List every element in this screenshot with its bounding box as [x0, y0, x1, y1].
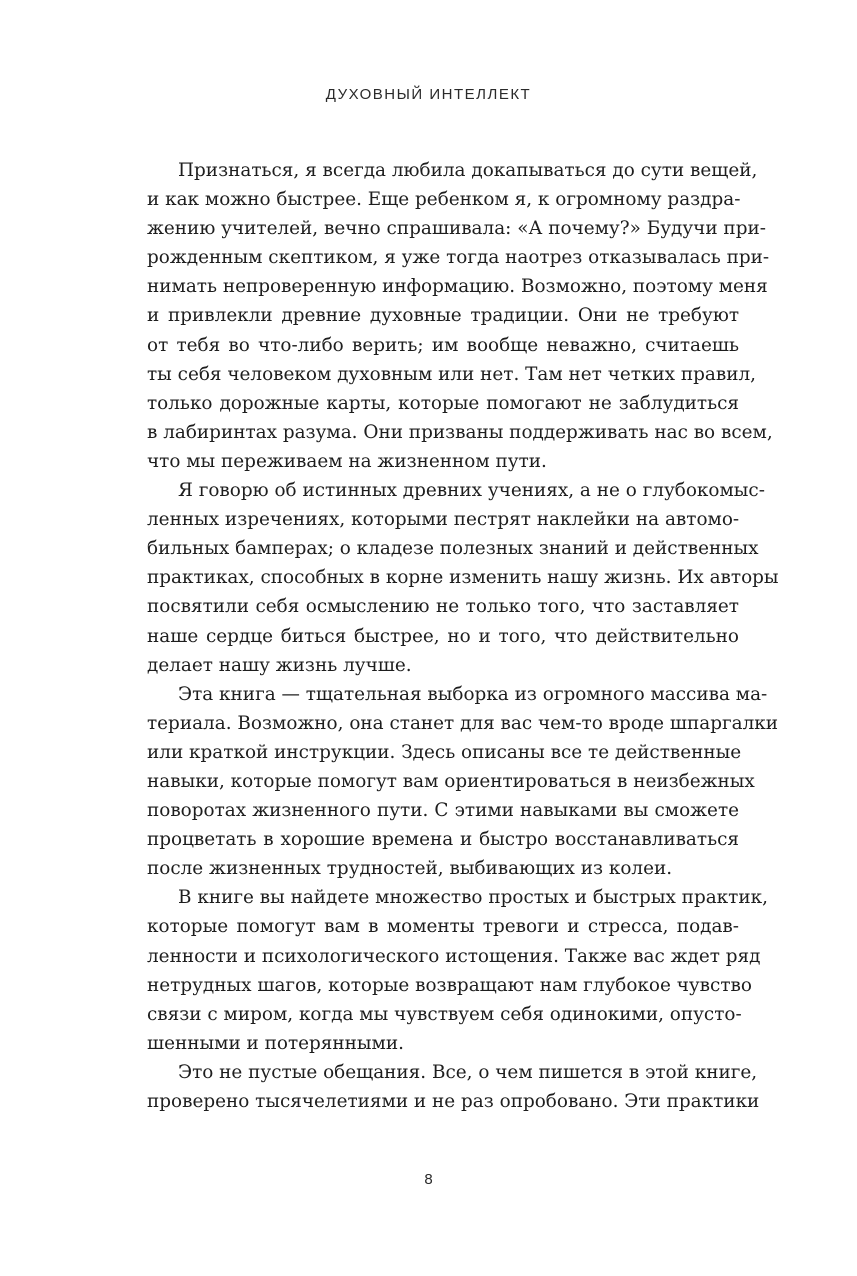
paragraph: [147, 156, 773, 476]
text-line: или краткой инструкции. Здесь описаны все те действенные: [147, 741, 742, 763]
text-line: наше сердце биться быстрее, но и того, что действительно: [147, 625, 739, 647]
text-line: после жизненных трудностей, выбивающих из колеи.: [147, 858, 673, 880]
text-line: Я говорю об истинных древних учениях, а не о глубокомыс-: [178, 480, 765, 502]
text-line: Признаться, я всегда любила докапываться до сути вещей,: [178, 160, 758, 181]
text-line: ты себя человеком духовным или нет. Там нет четких правил,: [147, 363, 757, 385]
running-title: ДУХОВНЫЙ ИНТЕЛЛЕКТ: [325, 86, 532, 103]
text-line: и привлекли древние духовные традиции. Они не требуют: [147, 305, 739, 327]
text-line: навыки, которые помогут вам ориентироваться в неизбежных: [147, 770, 755, 792]
text-line: поворотах жизненного пути. С этими навыками вы сможете: [147, 800, 739, 822]
text-line: делает нашу жизнь лучше.: [147, 654, 412, 676]
text-line: практиках, способных в корне изменить нашу жизнь. Их авторы: [147, 567, 779, 589]
text-line: бильных бамперах; о кладезе полезных знаний и действенных: [147, 538, 759, 560]
text-line: шенными и потерянными.: [147, 1032, 404, 1054]
text-line: в лабиринтах разума. Они призваны поддерживать нас во всем,: [147, 421, 773, 443]
text-line: связи с миром, когда мы чувствуем себя одинокими, опусто-: [147, 1003, 742, 1025]
text-line: посвятили себя осмыслению не только того, что заставляет: [147, 596, 739, 618]
text-line: ленности и психологического истощения. Также вас ждет ряд: [147, 945, 761, 967]
text-line: ленных изречениях, которыми пестрят наклейки на автомо-: [147, 509, 740, 531]
paragraph: [147, 1058, 760, 1116]
text-line: процветать в хорошие времена и быстро восстанавливаться: [147, 829, 739, 851]
text-line: которые помогут вам в моменты тревоги и стресса, подав-: [147, 916, 739, 938]
text-line: проверено тысячелетиями и не раз опробовано. Эти практики: [147, 1091, 760, 1112]
text-line: рожденным скептиком, я уже тогда наотрез отказывалась при-: [147, 247, 770, 269]
text-line: Это не пустые обещания. Все, о чем пишется в этой книге,: [178, 1061, 758, 1083]
paragraph: [147, 476, 779, 680]
text-line: от тебя во что-либо верить; им вообще неважно, считаешь: [147, 334, 739, 356]
text-line: В книге вы найдете множество простых и быстрых практик,: [178, 887, 768, 909]
page-number: 8: [424, 1171, 433, 1188]
text-line: нетрудных шагов, которые возвращают нам глубокое чувство: [147, 974, 752, 996]
body-text: [147, 156, 779, 1116]
text-line: Эта книга — тщательная выборка из огромного массива ма-: [178, 683, 768, 705]
text-line: и как можно быстрее. Еще ребенком я, к огромному раздра-: [147, 189, 741, 211]
text-line: что мы переживаем на жизненном пути.: [147, 450, 547, 472]
text-line: нимать непроверенную информацию. Возможно, поэтому меня: [147, 276, 768, 298]
text-line: только дорожные карты, которые помогают не заблудиться: [147, 392, 739, 414]
paragraph: [147, 680, 779, 884]
paragraph: [147, 883, 768, 1058]
text-line: жению учителей, вечно спрашивала: «А почему?» Будучи при-: [147, 218, 766, 240]
text-line: териала. Возможно, она станет для вас чем-то вроде шпаргалки: [147, 712, 779, 734]
